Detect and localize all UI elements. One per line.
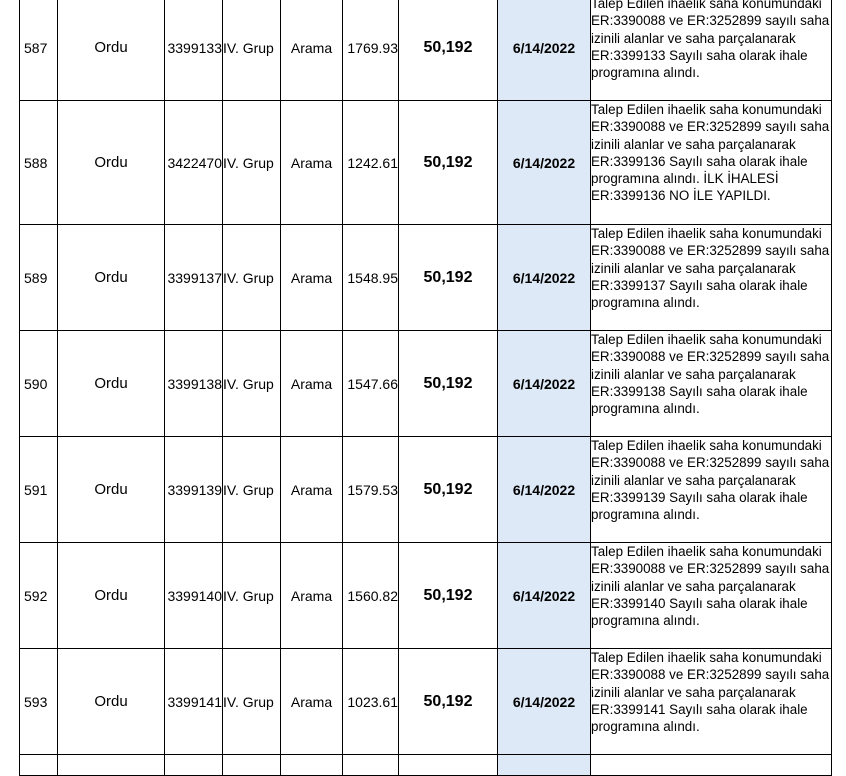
empty-cell <box>20 755 58 776</box>
fee-cell: 50,192 <box>399 331 498 437</box>
er-number-cell: 3399133 <box>165 0 223 101</box>
province-cell: Ordu <box>58 225 165 331</box>
note-text: Talep Edilen ihaelik saha konumundaki ER:3390088 ve ER:3252899 sayılı saha izinili alanlar ve saha parçalanarak ER:3399139 Sayılı saha olarak ihale programına alındı. <box>591 438 830 523</box>
fee-cell: 50,192 <box>399 225 498 331</box>
tender-table <box>19 0 832 776</box>
empty-cell <box>223 755 281 776</box>
note-cell <box>591 0 832 101</box>
table-row <box>20 437 832 543</box>
note-text: Talep Edilen ihaelik saha konumundaki ER:3390088 ve ER:3252899 sayılı saha izinili alanlar ve saha parçalanarak ER:3399133 Sayılı saha olarak ihale programına alındı. <box>591 0 830 81</box>
empty-cell <box>399 755 498 776</box>
license-type-cell: Arama <box>281 543 343 649</box>
area-cell: 1547.66 <box>343 331 399 437</box>
province-cell: Ordu <box>58 543 165 649</box>
empty-cell <box>165 755 223 776</box>
province-cell: Ordu <box>58 101 165 225</box>
note-cell <box>591 543 832 649</box>
fee-cell: 50,192 <box>399 437 498 543</box>
note-cell <box>591 649 832 755</box>
note-text: Talep Edilen ihaelik saha konumundaki ER:3390088 ve ER:3252899 sayılı saha izinili alanlar ve saha parçalanarak ER:3399138 Sayılı saha olarak ihale programına alındı. <box>591 332 830 417</box>
row-number: 590 <box>20 331 58 437</box>
province-cell: Ordu <box>58 0 165 101</box>
table-row <box>20 543 832 649</box>
province-cell: Ordu <box>58 331 165 437</box>
license-type-cell: Arama <box>281 101 343 225</box>
er-number-cell: 3399141 <box>165 649 223 755</box>
er-number-cell: 3399138 <box>165 331 223 437</box>
table-row-partial <box>20 755 832 776</box>
tender-date-cell: 6/14/2022 <box>498 0 591 101</box>
tender-table-body <box>20 0 832 776</box>
row-number: 588 <box>20 101 58 225</box>
fee-cell: 50,192 <box>399 543 498 649</box>
empty-cell <box>281 755 343 776</box>
license-type-cell: Arama <box>281 437 343 543</box>
table-row <box>20 0 832 101</box>
area-cell: 1560.82 <box>343 543 399 649</box>
note-text: Talep Edilen ihaelik saha konumundaki ER:3390088 ve ER:3252899 sayılı saha izinili alanlar ve saha parçalanarak ER:3399140 Sayılı saha olarak ihale programına alındı. <box>591 544 830 629</box>
tender-date-cell: 6/14/2022 <box>498 543 591 649</box>
fee-cell: 50,192 <box>399 101 498 225</box>
license-type-cell: Arama <box>281 0 343 101</box>
empty-cell <box>58 755 165 776</box>
group-cell: IV. Grup <box>223 225 281 331</box>
empty-cell <box>343 755 399 776</box>
note-cell <box>591 101 832 225</box>
note-text: Talep Edilen ihaelik saha konumundaki ER:3390088 ve ER:3252899 sayılı saha izinili alanlar ve saha parçalanarak ER:3399136 Sayılı saha olarak ihale programına alındı. İLK İHALESİ ER:3399136 NO İLE YAPILDI. <box>591 102 830 204</box>
note-text: Talep Edilen ihaelik saha konumundaki ER:3390088 ve ER:3252899 sayılı saha izinili alanlar ve saha parçalanarak ER:3399137 Sayılı saha olarak ihale programına alındı. <box>591 226 830 311</box>
row-number: 589 <box>20 225 58 331</box>
row-number: 592 <box>20 543 58 649</box>
group-cell: IV. Grup <box>223 331 281 437</box>
note-cell <box>591 437 832 543</box>
tender-table-sheet <box>19 0 832 776</box>
license-type-cell: Arama <box>281 225 343 331</box>
empty-cell <box>591 755 832 776</box>
er-number-cell: 3399139 <box>165 437 223 543</box>
area-cell: 1242.61 <box>343 101 399 225</box>
note-text: Talep Edilen ihaelik saha konumundaki ER:3390088 ve ER:3252899 sayılı saha izinili alanlar ve saha parçalanarak ER:3399141 Sayılı saha olarak ihale programına alındı. <box>591 650 830 735</box>
er-number-cell: 3422470 <box>165 101 223 225</box>
table-row <box>20 225 832 331</box>
tender-date-cell: 6/14/2022 <box>498 225 591 331</box>
row-number: 593 <box>20 649 58 755</box>
group-cell: IV. Grup <box>223 543 281 649</box>
province-cell: Ordu <box>58 437 165 543</box>
group-cell: IV. Grup <box>223 101 281 225</box>
area-cell: 1548.95 <box>343 225 399 331</box>
province-cell: Ordu <box>58 649 165 755</box>
tender-date-cell: 6/14/2022 <box>498 649 591 755</box>
group-cell: IV. Grup <box>223 649 281 755</box>
empty-cell <box>498 755 591 776</box>
group-cell: IV. Grup <box>223 437 281 543</box>
tender-date-cell: 6/14/2022 <box>498 101 591 225</box>
area-cell: 1023.61 <box>343 649 399 755</box>
note-cell <box>591 225 832 331</box>
table-row <box>20 649 832 755</box>
row-number: 591 <box>20 437 58 543</box>
area-cell: 1769.93 <box>343 0 399 101</box>
fee-cell: 50,192 <box>399 0 498 101</box>
row-number: 587 <box>20 0 58 101</box>
group-cell: IV. Grup <box>223 0 281 101</box>
fee-cell: 50,192 <box>399 649 498 755</box>
table-row <box>20 331 832 437</box>
tender-date-cell: 6/14/2022 <box>498 437 591 543</box>
er-number-cell: 3399140 <box>165 543 223 649</box>
note-cell <box>591 331 832 437</box>
license-type-cell: Arama <box>281 331 343 437</box>
er-number-cell: 3399137 <box>165 225 223 331</box>
area-cell: 1579.53 <box>343 437 399 543</box>
license-type-cell: Arama <box>281 649 343 755</box>
tender-date-cell: 6/14/2022 <box>498 331 591 437</box>
table-row <box>20 101 832 225</box>
